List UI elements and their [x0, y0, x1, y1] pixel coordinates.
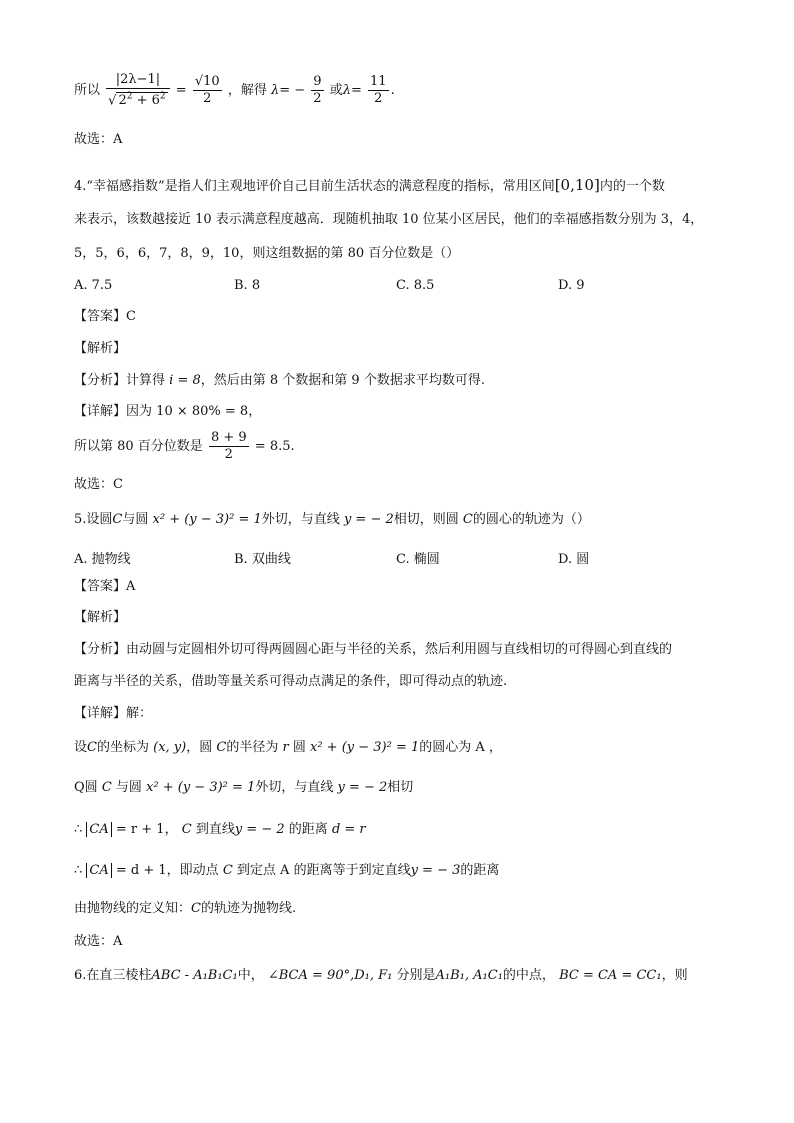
option-d: D. 圆 [558, 552, 590, 567]
option-d: D. 9 [558, 278, 585, 293]
question-4-line-3: 5，5，6，6，7，8，9，10，则这组数据的第 80 百分位数是（） [74, 246, 460, 261]
select-answer-3: 故选：A [74, 132, 123, 147]
analysis-4-heading: 【解析】 [74, 341, 127, 356]
select-answer-5: 故选：A [74, 934, 123, 949]
fraction-neg-9-2: $\frac{9}{2}$ [313, 74, 322, 107]
step-3: ∴ CA = r + 1， C 到直线y = − 2 的距离 d = r [74, 822, 366, 837]
analysis-5-line-2: 距离与半径的关系，借助等量关系可得动点满足的条件，即可得动点的轨迹. [74, 674, 508, 689]
fraction-sqrt10: $\frac{√10}{2}$ [194, 74, 220, 107]
analysis-4: 【分析】计算得 i = 8，然后由第 8 个数据和第 9 个数据求平均数可得. [74, 373, 485, 388]
option-a: A. 7.5 [74, 278, 113, 293]
fraction-8-9-2: $\frac{8 + 9}{2}$ [210, 430, 247, 462]
detail-4: 【详解】因为 10 × 80% = 8， [74, 404, 262, 419]
question-4-line-2: 来表示，该数越接近 10 表示满意程度越高．现随机抽取 10 位某小区居民，他们的幸福感指数分别为 3，4， [74, 212, 704, 227]
option-b: B. 8 [234, 278, 261, 293]
option-c: C. 8.5 [396, 278, 435, 293]
answer-5: 【答案】A [74, 579, 136, 594]
fraction-distance [106, 72, 170, 109]
fraction-denominator: √ $2^2 + 6^2$ [108, 92, 166, 109]
answer-4: 【答案】C [74, 309, 136, 324]
step-2: Q圆 C 与圆 x² + (y − 3)² = 1外切，与直线 y = − 2相切 [74, 780, 414, 795]
option-c: C. 椭圆 [396, 552, 440, 567]
solution-line-1: 所以 $\frac{|2\lambda-1|}{√ 2^2 + 6^2}$ = $\frac{√10}{2}$ ，解得 λ= − $\frac{9}{2}$ 或λ= $\frac{11}{2}$ . [74, 72, 395, 109]
step-1: 设C的坐标为 (x, y)，圆 C的半径为 r 圆 x² + (y − 3)² = 1的圆心为 A ， [74, 740, 502, 755]
fraction-numerator: |2λ−1| [106, 72, 170, 89]
select-answer-4: 故选：C [74, 477, 123, 492]
fraction-11-2: $\frac{11}{2}$ [370, 74, 387, 107]
question-4-line-1: 4.“幸福感指数”是指人们主观地评价自己目前生活状态的满意程度的指标，常用区间[0,10]内的一个数 [74, 176, 665, 194]
question-5: 5.设圆C与圆 x² + (y − 3)² = 1外切，与直线 y = − 2相切，则圆 C的圆心的轨迹为（） [74, 512, 590, 527]
option-a: A. 抛物线 [74, 552, 131, 567]
step-4: ∴ CA = d + 1，即动点 C 到定点 A 的距离等于到定直线y = − 3的距离 [74, 863, 500, 878]
analysis-5-line-1: 【分析】由动圆与定圆相外切可得两圆圆心距与半径的关系，然后利用圆与直线相切的可得圆心到直线的 [74, 642, 673, 657]
step-5: 由抛物线的定义知：C的轨迹为抛物线. [74, 901, 297, 916]
analysis-5-heading: 【解析】 [74, 610, 127, 625]
text-prefix: 所以 [74, 83, 101, 99]
option-b: B. 双曲线 [234, 552, 291, 567]
equals-sign: = [175, 83, 187, 99]
percentile-line: 所以第 80 百分位数是 $\frac{8 + 9}{2}$ = 8.5. [74, 430, 295, 462]
text-solve: ，解得 [227, 83, 267, 99]
detail-5: 【详解】解： [74, 706, 153, 721]
question-6: 6.在直三棱柱ABC - A₁B₁C₁中， ∠BCA = 90°,D₁, F₁ 分别是A₁B₁, A₁C₁的中点， BC = CA = CC₁，则 [74, 968, 688, 983]
